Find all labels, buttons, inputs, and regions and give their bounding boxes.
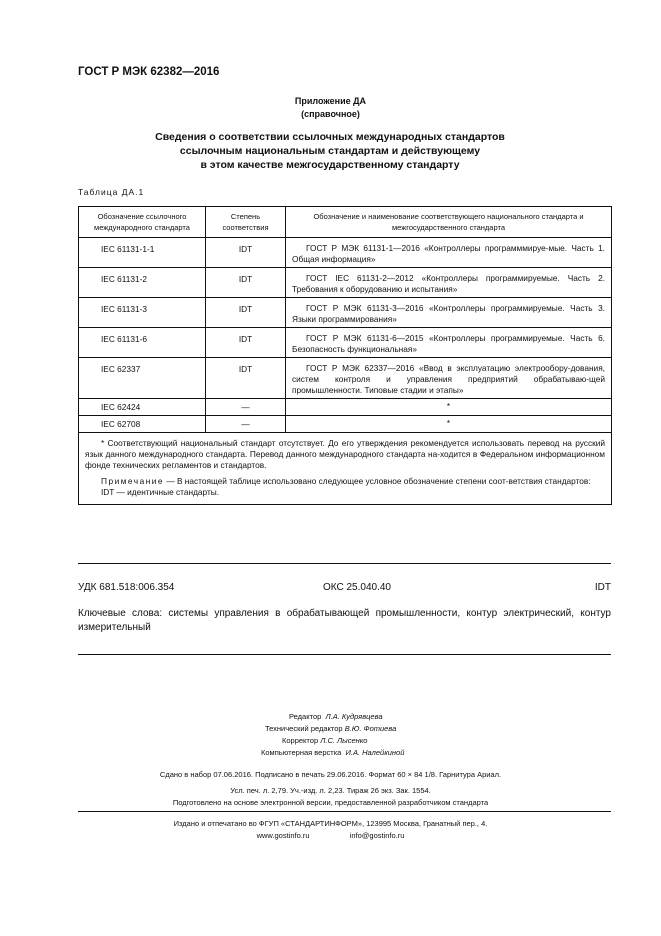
imprint-line: Сдано в набор 07.06.2016. Подписано в печать 29.06.2016. Формат 60 × 84 1/8. Гарнитура Ариал. — [159, 770, 502, 779]
table-row — [79, 358, 612, 399]
credit-editor: Редактор Л.А. Кудрявцева — [289, 712, 383, 721]
table-caption: Таблица ДА.1 — [78, 187, 145, 197]
annex-title: Приложение ДА — [294, 96, 367, 106]
table-row — [79, 328, 612, 358]
column-header: Степень соответствия — [206, 207, 286, 238]
degree-cell: — — [206, 416, 286, 433]
column-header: Обозначение ссылочного международного стандарта — [79, 207, 206, 238]
degree-cell: IDT — [206, 268, 286, 298]
national-cell: ГОСТ Р МЭК 61131-6—2015 «Контроллеры программируемые. Часть 6. Безопасность функциональная» — [286, 328, 612, 358]
national-cell: * — [286, 416, 612, 433]
ref-cell: IEC 62337 — [79, 358, 206, 399]
table-row — [79, 238, 612, 268]
contacts-line — [0, 830, 661, 842]
column-header: Обозначение и наименование соответствующего национального стандарта и межгосударственного стандарта — [286, 207, 612, 238]
ref-cell: IEC 62424 — [79, 399, 206, 416]
table-header-row — [79, 207, 612, 238]
table-row — [79, 268, 612, 298]
national-cell: ГОСТ IEC 61131-2—2012 «Контроллеры программируемые. Часть 2. Требования к оборудованию и испытания» — [286, 268, 612, 298]
keywords: Ключевые слова: системы управления в обрабатывающей промышленности, контур электрический, контур измерительный — [78, 608, 611, 633]
ref-cell: IEC 61131-1-1 — [79, 238, 206, 268]
note-item: IDT — идентичные стандарты. — [101, 487, 220, 497]
degree-cell: IDT — [206, 238, 286, 268]
degree-cell: IDT — [206, 328, 286, 358]
degree-code: IDT — [594, 582, 611, 593]
degree-cell: IDT — [206, 298, 286, 328]
note-text: — В настоящей таблице использовано следующее условное обозначение степени соот-ветствия стандартов: — [166, 476, 591, 486]
national-cell: ГОСТ Р МЭК 61131-3—2016 «Контроллеры программируемые. Часть 3. Языки программирования» — [286, 298, 612, 328]
heading-line: ссылочным национальным стандартам и действующему — [179, 145, 481, 157]
udk-code: УДК 681.518:006.354 — [78, 582, 175, 593]
imprint-line: Усл. печ. л. 2,79. Уч.-изд. л. 2,23. Тираж 26 экз. Зак. 1554. — [230, 786, 431, 795]
divider — [78, 563, 611, 564]
publisher-line: Издано и отпечатано во ФГУП «СТАНДАРТИНФОРМ», 123995 Москва, Гранатный пер., 4. — [173, 819, 488, 828]
divider — [78, 811, 611, 812]
website-link[interactable]: www.gostinfo.ru — [256, 831, 310, 840]
divider — [78, 654, 611, 655]
footnote-text: * Соответствующий национальный стандарт отсутствует. До его утверждения рекомендуется использовать перевод на русский язык данного международного стандарта. Перевод данного международного стандарта на-ходится в Федеральном информационном фонде технических регламентов и стандартов. — [85, 438, 605, 470]
table-row — [79, 416, 612, 433]
heading-line: Сведения о соответствии ссылочных международных стандартов — [155, 131, 505, 143]
standard-code: ГОСТ Р МЭК 62382—2016 — [78, 66, 220, 78]
credit-layout: Компьютерная верстка И.А. Налейкиной — [261, 748, 405, 757]
email-link[interactable]: info@gostinfo.ru — [349, 831, 405, 840]
table-row — [79, 298, 612, 328]
heading-line: в этом качестве межгосударственному стандарту — [200, 159, 460, 171]
ref-cell: IEC 61131-3 — [79, 298, 206, 328]
table-footnote-row — [79, 433, 612, 505]
note-label: Примечание — [101, 476, 165, 486]
imprint-block — [0, 769, 661, 809]
credit-proofreader: Корректор Л.С. Лысенко — [282, 736, 368, 745]
credit-tech-editor: Технический редактор В.Ю. Фотиева — [265, 724, 397, 733]
national-cell: ГОСТ Р МЭК 62337—2016 «Ввод в эксплуатацию электрообору-дования, систем контроля и управления предприятий обрабатываю-щей промышленности. Типовые стадии и этапы» — [286, 358, 612, 399]
ref-cell: IEC 61131-2 — [79, 268, 206, 298]
ref-cell: IEC 61131-6 — [79, 328, 206, 358]
correspondence-table — [78, 206, 612, 505]
annex-subtitle: (справочное) — [301, 109, 360, 119]
national-cell: * — [286, 399, 612, 416]
national-cell: ГОСТ Р МЭК 61131-1—2016 «Контроллеры программмируе-мые. Часть 1. Общая информация» — [286, 238, 612, 268]
table-footnote — [79, 433, 612, 505]
table-row — [79, 399, 612, 416]
degree-cell: IDT — [206, 358, 286, 399]
degree-cell: — — [206, 399, 286, 416]
imprint-line: Подготовлено на основе электронной версии, предоставленной разработчиком стандарта — [172, 798, 489, 807]
oks-code: ОКС 25.040.40 — [323, 582, 391, 593]
section-heading — [80, 130, 580, 172]
publisher-block — [0, 818, 661, 842]
ref-cell: IEC 62708 — [79, 416, 206, 433]
